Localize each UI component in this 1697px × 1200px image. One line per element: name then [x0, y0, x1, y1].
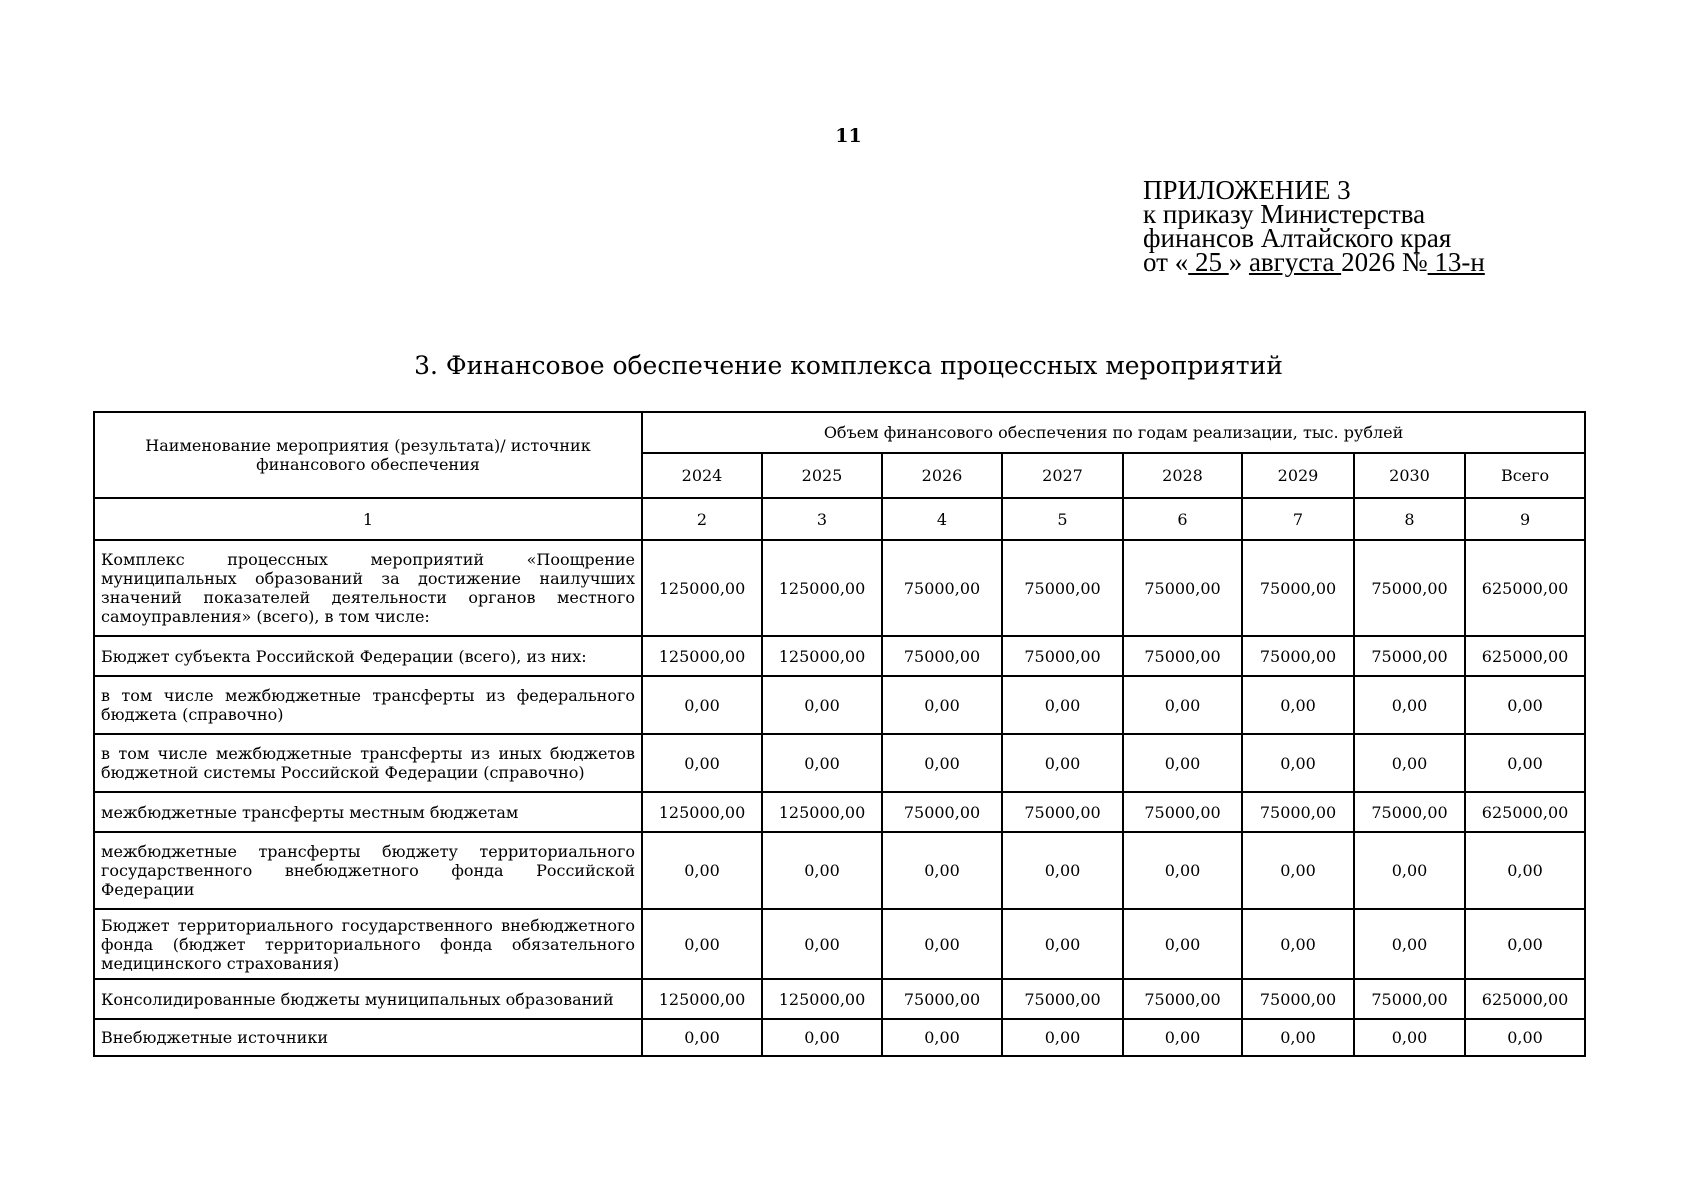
- row-value: 0,00: [642, 832, 762, 909]
- row-value: 0,00: [1002, 1019, 1123, 1056]
- column-number: 1: [94, 498, 642, 540]
- row-value: 0,00: [1354, 676, 1465, 734]
- row-label: Бюджет территориального государственного внебюджетного фонда (бюджет территориального фонда обязательного медицинского страхования): [94, 909, 642, 979]
- row-value: 0,00: [1123, 1019, 1242, 1056]
- table-row: [94, 792, 1585, 832]
- row-value: 75000,00: [1002, 540, 1123, 636]
- row-value: 75000,00: [1123, 792, 1242, 832]
- row-value: 0,00: [1242, 676, 1354, 734]
- column-number: 7: [1242, 498, 1354, 540]
- row-value: 625000,00: [1465, 636, 1585, 676]
- row-label: межбюджетные трансферты местным бюджетам: [94, 792, 642, 832]
- table-row: [94, 909, 1585, 979]
- row-value: 75000,00: [1242, 979, 1354, 1019]
- header-year: 2030: [1354, 453, 1465, 498]
- row-value: 0,00: [1123, 676, 1242, 734]
- date-month: августа: [1248, 247, 1342, 277]
- row-value: 75000,00: [1354, 792, 1465, 832]
- row-value: 0,00: [1002, 676, 1123, 734]
- row-value: 0,00: [1002, 832, 1123, 909]
- row-value: 0,00: [762, 676, 882, 734]
- appendix-title: ПРИЛОЖЕНИЕ 3: [1143, 175, 1351, 205]
- appendix-line-order: к приказу Министерства: [1143, 199, 1426, 229]
- row-label: Бюджет субъекта Российской Федерации (всего), из них:: [94, 636, 642, 676]
- row-value: 625000,00: [1465, 792, 1585, 832]
- header-year: 2027: [1002, 453, 1123, 498]
- row-value: 0,00: [762, 909, 882, 979]
- date-day-close: »: [1228, 247, 1243, 277]
- row-value: 125000,00: [762, 636, 882, 676]
- row-value: 0,00: [1465, 909, 1585, 979]
- column-number: 9: [1465, 498, 1585, 540]
- appendix-date-line: [1143, 247, 1485, 277]
- row-value: 0,00: [642, 909, 762, 979]
- row-value: 0,00: [1123, 909, 1242, 979]
- row-value: 0,00: [642, 676, 762, 734]
- date-prefix: от «: [1143, 247, 1189, 277]
- column-number: 3: [762, 498, 882, 540]
- table-row: [94, 979, 1585, 1019]
- row-value: 0,00: [1465, 676, 1585, 734]
- column-number: 2: [642, 498, 762, 540]
- row-value: 125000,00: [642, 792, 762, 832]
- row-value: 0,00: [1465, 832, 1585, 909]
- header-name-column: Наименование мероприятия (результата)/ источник финансового обеспечения: [94, 412, 642, 498]
- row-value: 0,00: [1354, 734, 1465, 792]
- row-value: 75000,00: [1002, 792, 1123, 832]
- row-value: 0,00: [1002, 909, 1123, 979]
- document-title: 3. Финансовое обеспечение комплекса процессных мероприятий: [414, 351, 1283, 380]
- financing-table: [93, 411, 1586, 1057]
- column-number: 8: [1354, 498, 1465, 540]
- table-row: [94, 636, 1585, 676]
- row-value: 0,00: [762, 734, 882, 792]
- row-value: 125000,00: [762, 540, 882, 636]
- row-value: 0,00: [1242, 909, 1354, 979]
- column-numbers-row: [94, 498, 1585, 540]
- row-value: 0,00: [882, 734, 1002, 792]
- row-value: 0,00: [642, 734, 762, 792]
- row-value: 0,00: [1242, 734, 1354, 792]
- row-label: в том числе межбюджетные трансферты из федерального бюджета (справочно): [94, 676, 642, 734]
- row-value: 0,00: [1123, 832, 1242, 909]
- row-label: Внебюджетные источники: [94, 1019, 642, 1056]
- row-value: 75000,00: [1002, 636, 1123, 676]
- row-value: 0,00: [762, 832, 882, 909]
- row-value: 125000,00: [642, 979, 762, 1019]
- row-value: 75000,00: [1354, 540, 1465, 636]
- row-value: 0,00: [882, 1019, 1002, 1056]
- row-value: 625000,00: [1465, 540, 1585, 636]
- row-value: 75000,00: [882, 636, 1002, 676]
- row-value: 0,00: [1242, 832, 1354, 909]
- row-value: 625000,00: [1465, 979, 1585, 1019]
- row-value: 75000,00: [1123, 636, 1242, 676]
- table-row: [94, 1019, 1585, 1056]
- row-value: 0,00: [882, 909, 1002, 979]
- row-value: 0,00: [882, 676, 1002, 734]
- header-year: 2029: [1242, 453, 1354, 498]
- row-value: 0,00: [1242, 1019, 1354, 1056]
- row-value: 0,00: [882, 832, 1002, 909]
- row-value: 0,00: [1354, 909, 1465, 979]
- row-value: 75000,00: [882, 540, 1002, 636]
- header-year: 2025: [762, 453, 882, 498]
- row-value: 0,00: [1465, 734, 1585, 792]
- row-value: 75000,00: [882, 792, 1002, 832]
- date-year: 2026 №: [1341, 247, 1428, 277]
- header-year: Всего: [1465, 453, 1585, 498]
- row-value: 75000,00: [882, 979, 1002, 1019]
- row-value: 75000,00: [1002, 979, 1123, 1019]
- table-row: [94, 734, 1585, 792]
- row-value: 75000,00: [1242, 636, 1354, 676]
- table-row: [94, 676, 1585, 734]
- page-number: 11: [835, 125, 862, 147]
- row-value: 0,00: [1465, 1019, 1585, 1056]
- column-number: 5: [1002, 498, 1123, 540]
- table-row: [94, 832, 1585, 909]
- row-value: 0,00: [1354, 1019, 1465, 1056]
- header-year: 2024: [642, 453, 762, 498]
- row-value: 125000,00: [642, 540, 762, 636]
- row-value: 75000,00: [1242, 792, 1354, 832]
- row-value: 125000,00: [762, 979, 882, 1019]
- row-label: Консолидированные бюджеты муниципальных образований: [94, 979, 642, 1019]
- row-label: межбюджетные трансферты бюджету территориального государственного внебюджетного фонда Российской Федерации: [94, 832, 642, 909]
- row-value: 75000,00: [1123, 540, 1242, 636]
- table-row: [94, 540, 1585, 636]
- row-value: 0,00: [1123, 734, 1242, 792]
- row-value: 0,00: [762, 1019, 882, 1056]
- appendix-block: [1143, 175, 1485, 277]
- row-value: 75000,00: [1123, 979, 1242, 1019]
- row-label: в том числе межбюджетные трансферты из иных бюджетов бюджетной системы Российской Федерации (справочно): [94, 734, 642, 792]
- row-value: 75000,00: [1242, 540, 1354, 636]
- header-year: 2028: [1123, 453, 1242, 498]
- row-value: 0,00: [642, 1019, 762, 1056]
- column-number: 4: [882, 498, 1002, 540]
- row-value: 0,00: [1002, 734, 1123, 792]
- header-volume: Объем финансового обеспечения по годам реализации, тыс. рублей: [642, 412, 1585, 453]
- row-label: Комплекс процессных мероприятий «Поощрение муниципальных образований за достижение наилучших значений показателей деятельности органов местного самоуправления» (всего), в том числе:: [94, 540, 642, 636]
- row-value: 0,00: [1354, 832, 1465, 909]
- row-value: 125000,00: [762, 792, 882, 832]
- appendix-line-ministry: финансов Алтайского края: [1143, 223, 1452, 253]
- order-number: 13-н: [1427, 247, 1485, 277]
- header-year: 2026: [882, 453, 1002, 498]
- column-number: 6: [1123, 498, 1242, 540]
- row-value: 125000,00: [642, 636, 762, 676]
- date-day: 25: [1188, 247, 1229, 277]
- row-value: 75000,00: [1354, 636, 1465, 676]
- row-value: 75000,00: [1354, 979, 1465, 1019]
